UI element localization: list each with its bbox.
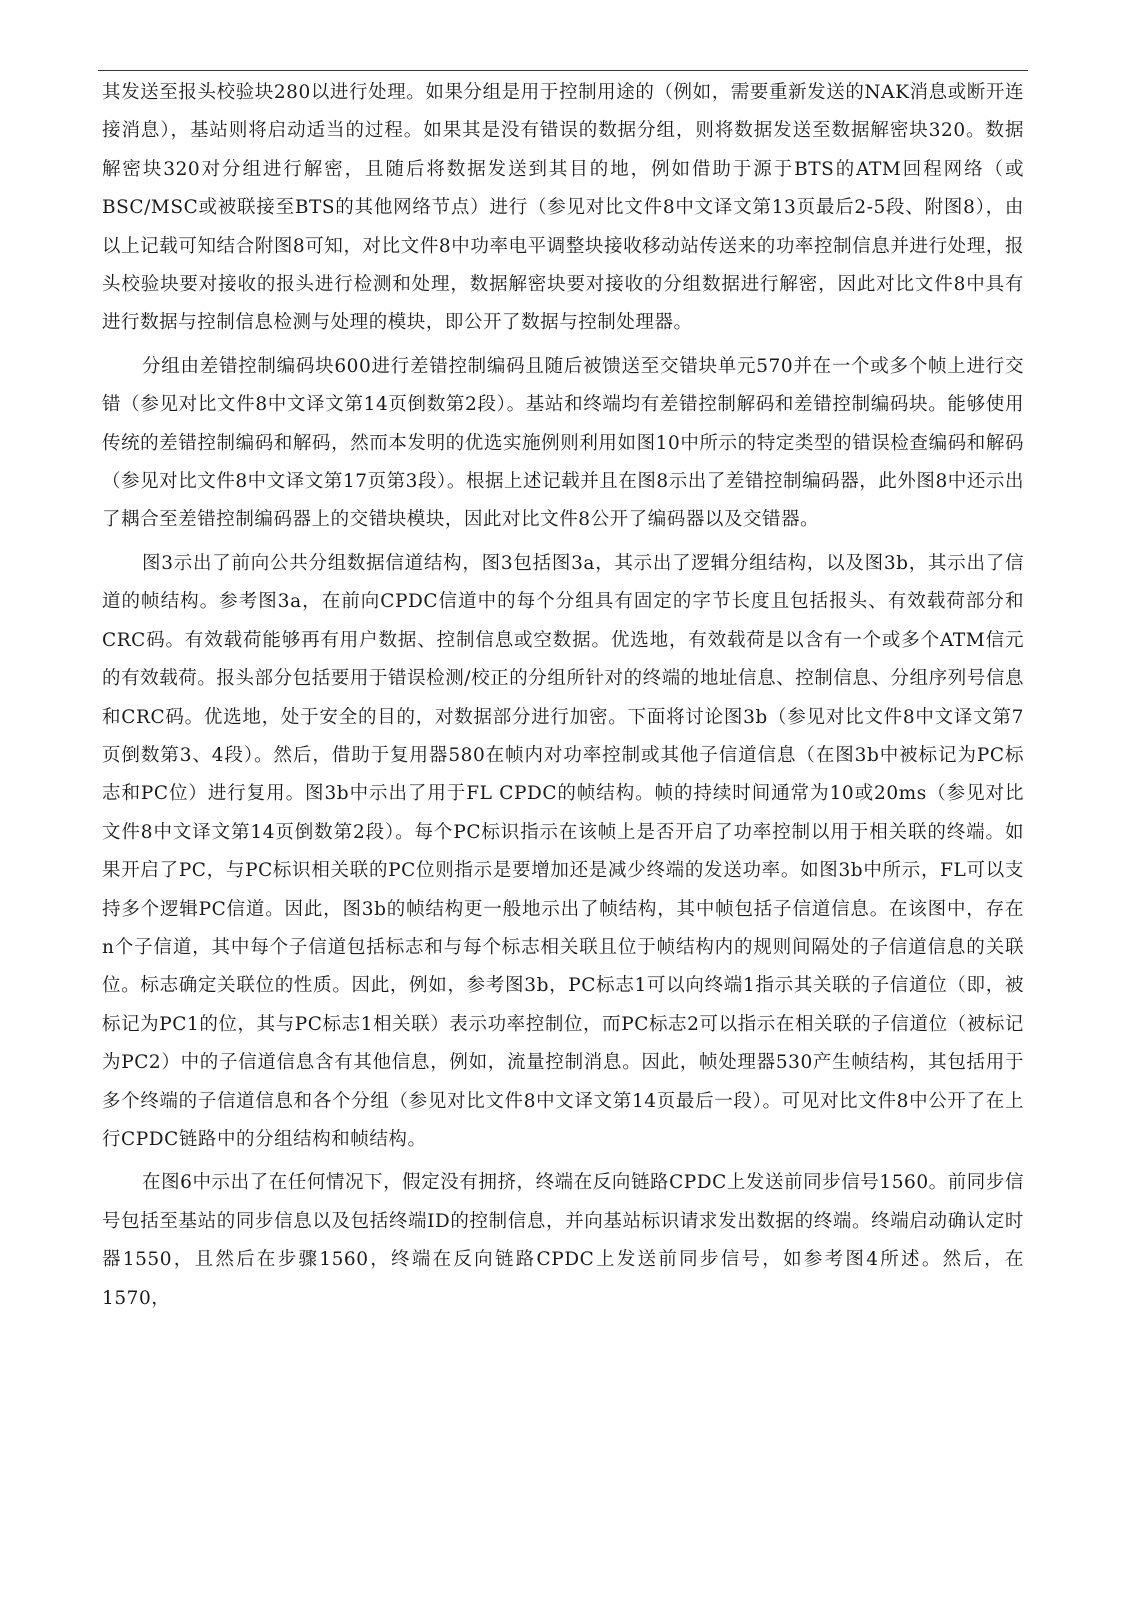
paragraph-1: 其发送至报头校验块280以进行处理。如果分组是用于控制用途的（例如，需要重新发送的NAK消息或断开连接消息），基站则将启动适当的过程。如果其是没有错误的数据分组，则将数据发送至数据解密块320。数据解密块320对分组进行解密，且随后将数据发送到其目的地，例如借助于源于BTS的ATM回程网络（或BSC/MSC或被联接至BTS的其他网络节点）进行（参见对比文件8中文译文第13页最后2-5段、附图8），由以上记载可知结合附图8可知，对比文件8中功率电平调整块接收移动站传送来的功率控制信息并进行处理，报头校验块要对接收的报头进行检测和处理，数据解密块要对接收的分组数据进行解密，因此对比文件8中具有进行数据与控制信息检测与处理的模块，即公开了数据与控制处理器。 bbox=[102, 82, 1024, 334]
header-rule bbox=[98, 70, 1028, 71]
document-body bbox=[102, 74, 1024, 1323]
paragraph-3: 图3示出了前向公共分组数据信道结构，图3包括图3a，其示出了逻辑分组结构，以及图3b，其示出了信道的帧结构。参考图3a，在前向CPDC信道中的每个分组具有固定的字节长度且包括报头、有效载荷部分和CRC码。有效载荷能够再有用户数据、控制信息或空数据。优选地，有效载荷是以含有一个或多个ATM信元的有效载荷。报头部分包括要用于错误检测/校正的分组所针对的终端的地址信息、控制信息、分组序列号信息和CRC码。优选地，处于安全的目的，对数据部分进行加密。下面将讨论图3b（参见对比文件8中文译文第7页倒数第3、4段）。然后，借助于复用器580在帧内对功率控制或其他子信道信息（在图3b中被标记为PC标志和PC位）进行复用。图3b中示出了用于FL CPDC的帧结构。帧的持续时间通常为10或20ms（参见对比文件8中文译文第14页倒数第2段）。每个PC标识指示在该帧上是否开启了功率控制以用于相关联的终端。如果开启了PC，与PC标识相关联的PC位则指示是要增加还是减少终端的发送功率。如图3b中所示，FL可以支持多个逻辑PC信道。因此，图3b的帧结构更一般地示出了帧结构，其中帧包括子信道信息。在该图中，存在n个子信道，其中每个子信道包括标志和与每个标志相关联且位于帧结构内的规则间隔处的子信道信息的关联位。标志确定关联位的性质。因此，例如，参考图3b，PC标志1可以向终端1指示其关联的子信道位（即，被标记为PC1的位，其与PC标志1相关联）表示功率控制位，而PC标志2可以指示在相关联的子信道位（被标记为PC2）中的子信道信息含有其他信息，例如，流量控制消息。因此，帧处理器530产生帧结构，其包括用于多个终端的子信道信息和各个分组（参见对比文件8中文译文第14页最后一段）。可见对比文件8中公开了在上行CPDC链路中的分组结构和帧结构。 bbox=[102, 552, 1024, 1150]
paragraph-4: 在图6中示出了在任何情况下，假定没有拥挤，终端在反向链路CPDC上发送前同步信号1560。前同步信号包括至基站的同步信息以及包括终端ID的控制信息，并向基站标识请求发出数据的终端。终端启动确认定时器1550，且然后在步骤1560，终端在反向链路CPDC上发送前同步信号，如参考图4所述。然后，在1570， bbox=[102, 1172, 1024, 1309]
paragraph-2: 分组由差错控制编码块600进行差错控制编码且随后被馈送至交错块单元570并在一个或多个帧上进行交错（参见对比文件8中文译文第14页倒数第2段）。基站和终端均有差错控制解码和差错控制编码块。能够使用传统的差错控制编码和解码，然而本发明的优选实施例则利用如图10中所示的特定类型的错误检查编码和解码（参见对比文件8中文译文第17页第3段）。根据上述记载并且在图8示出了差错控制编码器，此外图8中还示出了耦合至差错控制编码器上的交错块模块，因此对比文件8公开了编码器以及交错器。 bbox=[102, 355, 1024, 531]
